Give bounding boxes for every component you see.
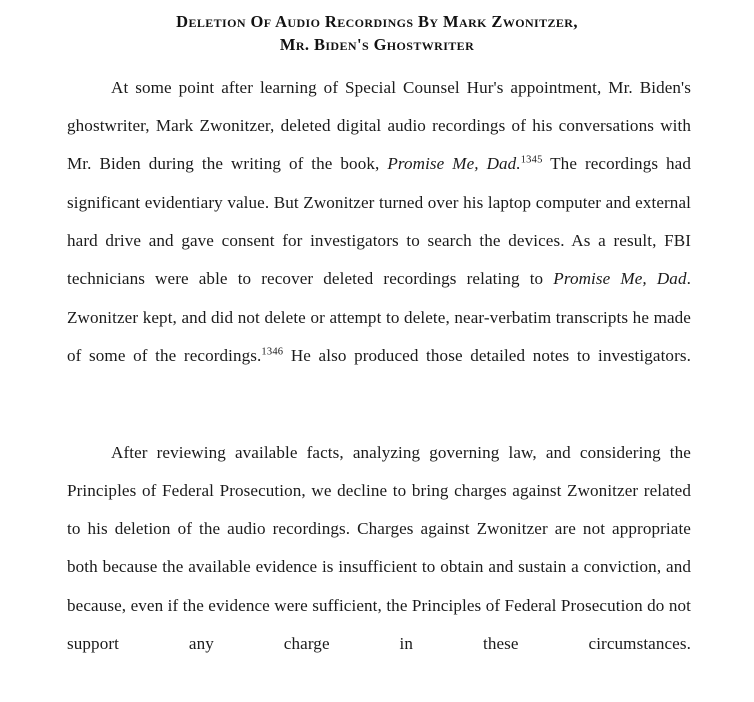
footnote-marker: 1346 <box>261 346 284 358</box>
section-heading-line-1: Deletion Of Audio Recordings By Mark Zwonitzer, <box>176 12 578 31</box>
italic-title: Promise Me, Dad. <box>387 154 521 174</box>
paragraph-1: At some point after learning of Special Counsel Hur's appointment, Mr. Biden's ghostwriter, Mark Zwonitzer, deleted digital audio recordings of his conversations with Mr. Biden during the writing of the book, Promise Me, Dad.$^{1345}$ The recordings had significant evidentiary value. But Zwonitzer turned over his laptop computer and external hard drive and gave consent for investigators to search the devices. As a result, FBI technicians were able to recover deleted recordings relating to Promise Me, Dad. Zwonitzer kept, and did not delete or attempt to delete, near-verbatim transcripts he made of some of the recordings.$^{1346}$ He also produced those detailed notes to investigators. <box>67 77 691 365</box>
italic-title: Promise Me, Dad <box>553 269 687 289</box>
paragraph-2: After reviewing available facts, analyzing governing law, and considering the Principles of Federal Prosecution, we decline to bring charges against Zwonitzer related to his deletion of the audio recordings. Charges against Zwonitzer are not appropriate both because the available evidence is insufficient to obtain and sustain a conviction, and because, even if the evidence were sufficient, the Principles of Federal Prosecution do not support any charge in these circumstances. <box>67 442 691 653</box>
section-heading <box>0 0 754 57</box>
footnote-marker: 1345 <box>520 154 543 166</box>
section-heading-line-2: Mr. Biden's Ghostwriter <box>279 35 475 55</box>
document-body <box>0 69 754 702</box>
